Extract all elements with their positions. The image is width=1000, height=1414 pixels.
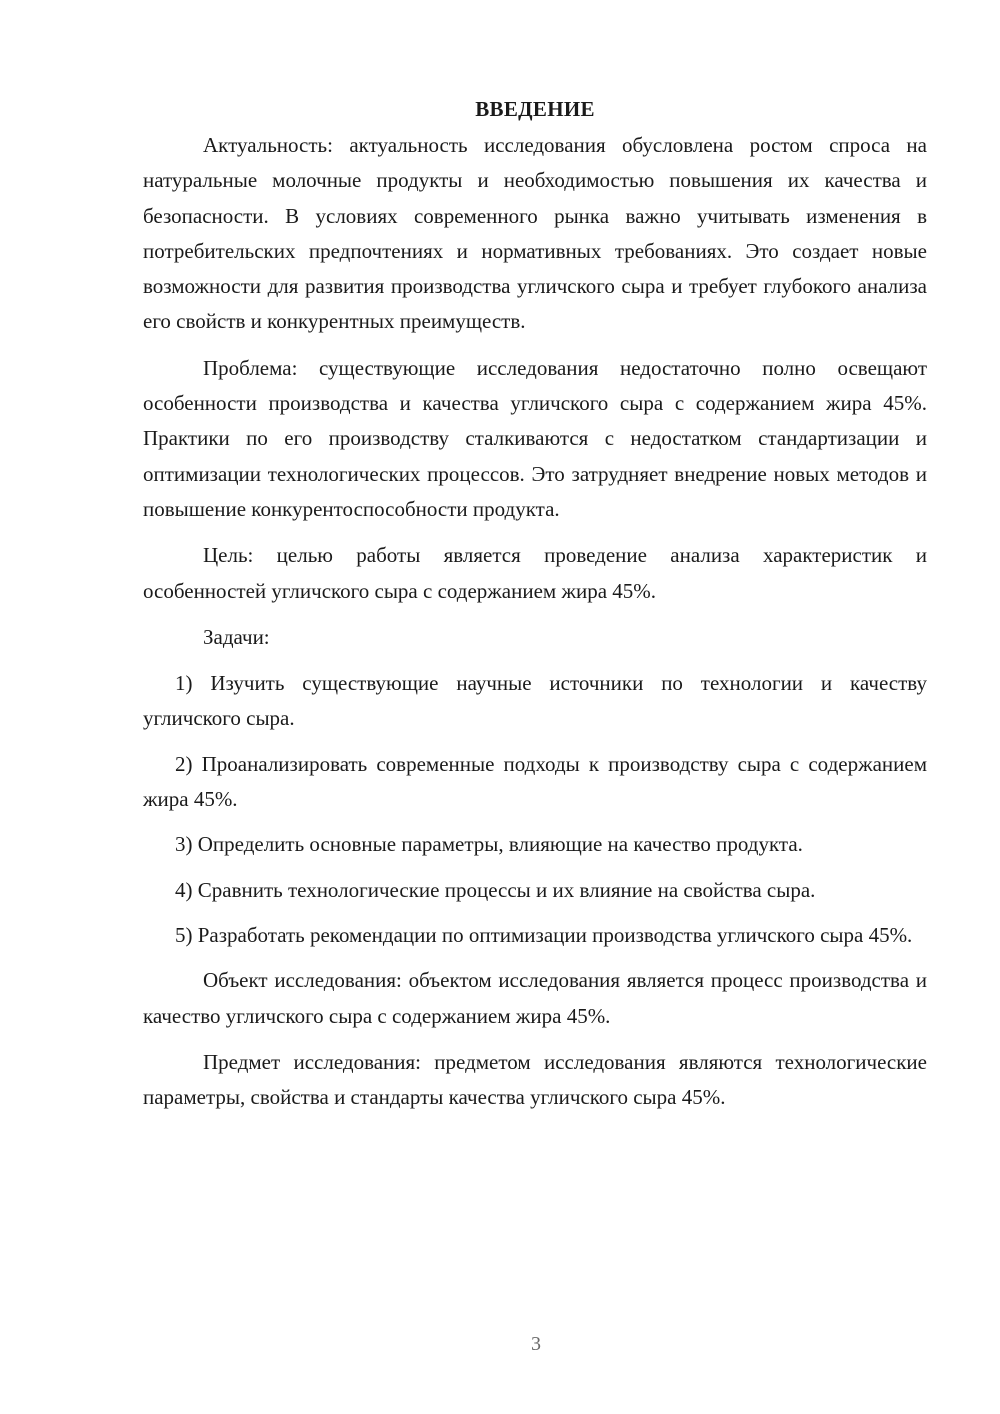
task-item-3: 3) Определить основные параметры, влияющие на качество продукта. xyxy=(175,832,803,857)
page-content xyxy=(143,92,927,1126)
paragraph-goal: Цель: целью работы является проведение анализа характеристик и особенностей угличского сыра с содержанием жира 45%. xyxy=(143,543,927,603)
section-title: ВВЕДЕНИЕ xyxy=(475,97,595,121)
task-item-5: 5) Разработать рекомендации по оптимизации производства угличского сыра 45%. xyxy=(175,922,913,947)
task-item-4: 4) Сравнить технологические процессы и их влияние на свойства сыра. xyxy=(175,877,816,902)
page-number: 3 xyxy=(531,1333,541,1355)
task-item-2: 2) Проанализировать современные подходы к производству сыра с содержанием жира 45%. xyxy=(143,751,927,812)
paragraph-problem: Проблема: существующие исследования недостаточно полно освещают особенности производства и качества угличского сыра с содержанием жира 45%. Практики по его производству сталкиваются с недостатком стандартизации и оптимизации технологических процессов. Это затрудняет внедрение новых методов и повышение конкурентоспособности продукта. xyxy=(143,355,927,521)
paragraph-object: Объект исследования: объектом исследования является процесс производства и качество угличского сыра с содержанием жира 45%. xyxy=(143,968,927,1028)
tasks-heading: Задачи: xyxy=(203,624,270,649)
paragraph-subject: Предмет исследования: предметом исследования являются технологические параметры, свойства и стандарты качества угличского сыра 45%. xyxy=(143,1049,927,1110)
paragraph-relevance: Актуальность: актуальность исследования обусловлена ростом спроса на натуральные молочные продукты и необходимостью повышения их качества и безопасности. В условиях современного рынка важно учитывать изменения в потребительских предпочтениях и нормативных требованиях. Это создает новые возможности для развития производства угличского сыра и требует глубокого анализа его свойств и конкурентных преимуществ. xyxy=(143,133,927,334)
task-item-1: 1) Изучить существующие научные источники по технологии и качеству угличского сыра. xyxy=(143,671,927,731)
